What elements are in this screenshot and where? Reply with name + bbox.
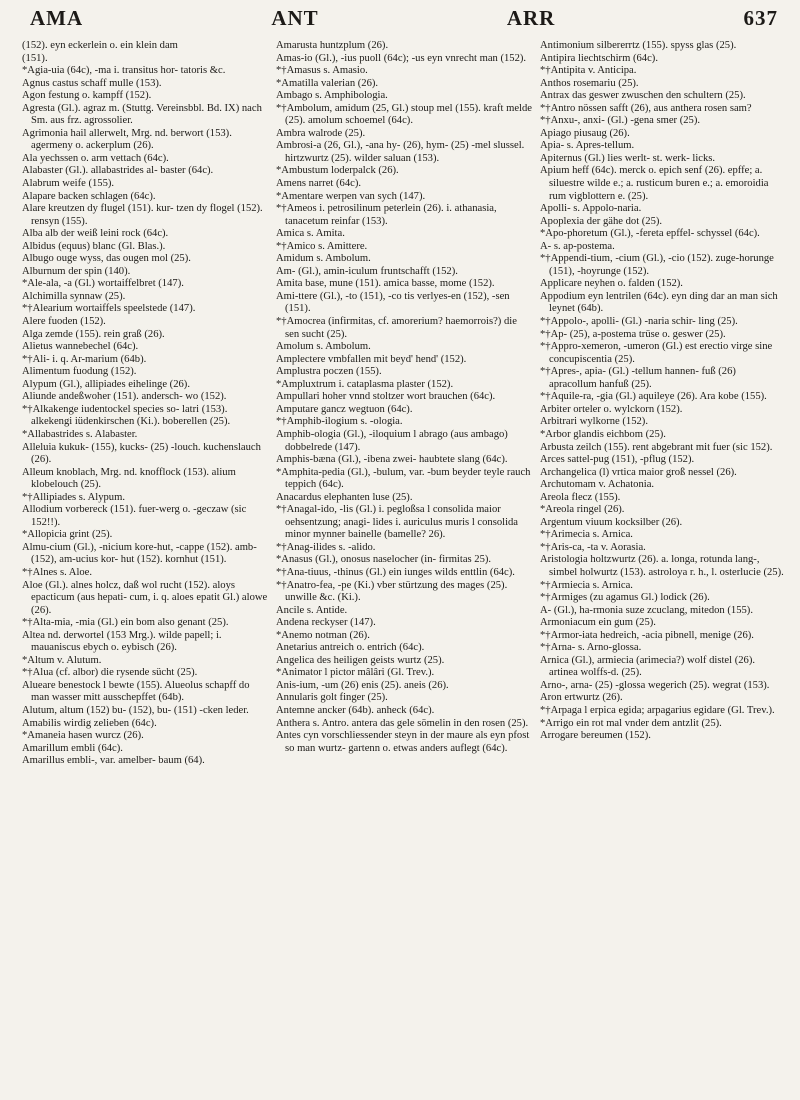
dictionary-entry: *†Amico s. Amittere.	[276, 240, 368, 252]
dictionary-entry: Arbiter orteler o. wylckorn (152).	[540, 403, 683, 415]
dictionary-entry: *Ambustum loderpalck (26).	[276, 165, 399, 177]
dictionary-entry: *†Anatro-fea, -pe (Ki.) vber stürtzung des mages (25). unwille &c. (Ki.).	[276, 579, 508, 604]
dictionary-entry: Alabaster (Gl.). allabastrides al- baster (64c).	[22, 165, 214, 177]
dictionary-entry: *†Aris-ca, -ta v. Aorasia.	[540, 541, 646, 553]
dictionary-entry: *†Ambolum, amidum (25, Gl.) stoup mel (155). kraft melde (25). amolum schoemel (64c).	[276, 102, 532, 127]
dictionary-entry: Amphis-bæna (Gl.), -ibena zwei- haubtete slang (64c).	[276, 454, 508, 466]
dictionary-entry: Agrimonia hail allerwelt, Mrg. nd. berwort (153). agermeny o. ackerplum (26).	[22, 127, 232, 152]
dictionary-entry: Apiternus (Gl.) lies werlt- st. werk- licks.	[540, 152, 716, 164]
page-number: 637	[743, 5, 778, 30]
column-right	[540, 40, 786, 1090]
dictionary-entry: *†Alnes s. Aloe.	[22, 566, 93, 578]
dictionary-entry: Angelica des heiligen geists wurtz (25).	[276, 654, 445, 666]
column-middle	[276, 40, 532, 1090]
dictionary-entry: Aristologia holtzwurtz (26). a. longa, rotunda lang-, simbel holwurtz (153). astroloya r. h., l. osterlucie (25).	[540, 554, 784, 578]
dictionary-entry: Antipira liechtschirm (64c).	[540, 52, 658, 64]
column-left	[22, 40, 268, 1090]
dictionary-entry: *†Armiecia s. Arnica.	[540, 579, 633, 591]
dictionary-entry: *†Ali- i. q. Ar-marium (64b).	[22, 353, 147, 365]
dictionary-entry: *Arrigo ein rot mal vnder dem antzlit (25).	[540, 717, 722, 729]
dictionary-entry: *†Apres-, apia- (Gl.) -tellum hannen- fuß (26) apracollum hanfuß (25).	[540, 366, 736, 390]
dictionary-entry: *Apo-phoretum (Gl.), -fereta epffel- schyssel (64c).	[540, 228, 760, 240]
dictionary-entry: Ambago s. Amphibologia.	[276, 90, 388, 102]
dictionary-entry: Aloe (Gl.). alnes holcz, daß wol rucht (152). aloys epacticum (aus hepati- cum, i. q. aloes epatit Gl.) alowe (26).	[22, 579, 268, 616]
dictionary-entry: Altea nd. derwortel (153 Mrg.). wilde papell; i. mauaniscus ebych o. eybisch (26).	[22, 629, 222, 654]
dictionary-entry: *†Alkakenge iudentockel species so- latri (153). alkekengi iüdenkirschen (Ki.). boberellen (25).	[22, 403, 231, 428]
dictionary-entry: Amabilis wirdig zelieben (64c).	[22, 717, 157, 729]
entry-columns	[22, 40, 786, 1090]
dictionary-entry: *Amentare werpen van sych (147).	[276, 190, 426, 202]
dictionary-entry: *†Ap- (25), a-postema trüse o. geswer (25).	[540, 328, 726, 340]
dictionary-entry: Apia- s. Apres-tellum.	[540, 140, 635, 152]
dictionary-entry: Amarusta huntzplum (26).	[276, 40, 389, 51]
dictionary-entry: Ambra walrode (25).	[276, 127, 366, 139]
dictionary-entry: *†Alearium wortaiffels speelstede (147).	[22, 303, 196, 315]
dictionary-entry: Alga zemde (155). rein graß (26).	[22, 328, 165, 340]
dictionary-entry: Alietus wannebechel (64c).	[22, 341, 139, 353]
dictionary-entry: Amidum s. Ambolum.	[276, 253, 371, 265]
dictionary-entry: Agon festung o. kampff (152).	[22, 90, 152, 102]
dictionary-entry: *†Ameos i. petrosilinum peterlein (26). i. athanasia, tanacetum reinfar (153).	[276, 203, 497, 227]
dictionary-entry: Archutomam v. Achatonia.	[540, 479, 655, 491]
dictionary-entry: Amica s. Amita.	[276, 228, 345, 240]
dictionary-entry: Alypum (Gl.), allipiades eihelinge (26).	[22, 378, 190, 390]
dictionary-entry: Antrax das geswer zwuschen den schultern (25).	[540, 90, 746, 102]
running-header	[30, 0, 778, 36]
dictionary-entry: Alchimilla synnaw (25).	[22, 290, 126, 302]
dictionary-entry: Alimentum fuodung (152).	[22, 366, 137, 378]
dictionary-entry: Aliunde andeßwoher (151). andersch- wo (152).	[22, 391, 227, 403]
dictionary-entry: *†Amphib-ilogium s. -ologia.	[276, 416, 403, 428]
dictionary-entry: Annularis golt finger (25).	[276, 692, 388, 704]
dictionary-entry: Alere fuoden (152).	[22, 316, 106, 328]
dictionary-entry: Amita base, mune (151). amica basse, mome (152).	[276, 278, 495, 290]
dictionary-entry: Ami-ttere (Gl.), -to (151), -co tis verlyes-en (152), -sen (151).	[276, 290, 510, 315]
dictionary-entry: A- (Gl.), ha-rmonia suze zcuclang, mitedon (155).	[540, 604, 753, 616]
dictionary-entry: Amphib-ologia (Gl.), -iloquium l abrago (aus ambago) dobbelrede (147).	[276, 428, 508, 453]
dictionary-entry: Amputare gancz wegtuon (64c).	[276, 403, 413, 415]
dictionary-entry: *Anemo notman (26).	[276, 629, 370, 641]
dictionary-entry: Arnica (Gl.), armiecia (arimecia?) wolf distel (26). artinea wolffs-d. (25).	[540, 654, 756, 679]
dictionary-entry: *Agia-uia (64c), -ma i. transitus hor- tatoris &c.	[22, 65, 226, 77]
dictionary-entry: *†Arimecia s. Arnica.	[540, 529, 633, 541]
dictionary-entry: Ancile s. Antide.	[276, 604, 348, 616]
dictionary-entry: Alabrum weife (155).	[22, 178, 115, 190]
dictionary-entry: Alleum knoblach, Mrg. nd. knofflock (153). alium klobelouch (25).	[22, 466, 236, 491]
dictionary-entry: *Allopicia grint (25).	[22, 529, 113, 541]
dictionary-entry: *†Anag-ilides s. -alido.	[276, 541, 376, 553]
dictionary-entry: Anetarius antreich o. entrich (64c).	[276, 642, 425, 654]
dictionary-entry: Anthos rosemariu (25).	[540, 77, 639, 89]
dictionary-entry: Arbusta zeilch (155). rent abgebrant mit fuer (sic 152).	[540, 441, 773, 453]
dictionary-entry: Apiago piusaug (26).	[540, 127, 630, 139]
dictionary-entry: Amplustra poczen (155).	[276, 366, 382, 378]
dictionary-entry: *†Alua (cf. albor) die rysende sücht (25).	[22, 667, 198, 679]
dictionary-entry: Agresta (Gl.). agraz m. (Stuttg. Vereinsbbl. Bd. IX) nach Sm. aus frz. agrossolier.	[22, 102, 262, 127]
dictionary-entry: Alba alb der weiß leini rock (64c).	[22, 228, 169, 240]
dictionary-entry: Alapare backen schlagen (64c).	[22, 190, 156, 202]
dictionary-entry: Amarillus embli-, var. amelber- baum (64).	[22, 755, 205, 767]
dictionary-entry: Archangelica (l) vrtica maior groß nessel (26).	[540, 466, 737, 478]
dictionary-entry: *†Ana-tiuus, -thinus (Gl.) ein iunges wilds enttlin (64c).	[276, 566, 515, 578]
dictionary-entry: (151).	[22, 52, 48, 64]
dictionary-entry: Arbitrari wylkorne (152).	[540, 416, 648, 428]
dictionary-entry: *†Alta-mia, -mia (Gl.) ein bom also genant (25).	[22, 617, 229, 629]
dictionary-entry: *Amaneia hasen wurcz (26).	[22, 730, 144, 742]
dictionary-entry: Alleluia kukuk- (155), kucks- (25) -louch. kuchenslauch (26).	[22, 441, 261, 466]
dictionary-entry: *†Appendi-tium, -cium (Gl.), -cio (152). zuge-horunge (151), -hoyrunge (152).	[540, 253, 774, 277]
dictionary-entry: Amarillum embli (64c).	[22, 742, 123, 754]
dictionary-entry: Alburnum der spin (140).	[22, 265, 131, 277]
dictionary-entry: Arces sattel-pug (151), -pflug (152).	[540, 454, 695, 466]
dictionary-entry: *†Anagal-ido, -lis (Gl.) i. pegloßsa l consolida maior oehsentzung; anagi- lides i. auriculus muris l consolida minor mynner bainelle (bamelle? 26).	[276, 504, 519, 541]
dictionary-entry: Alueare benestock l bewte (155). Alueolus schapff do man wasser mitt ausschepffet (64b).	[22, 679, 250, 704]
dictionary-entry: *Areola ringel (26).	[540, 504, 625, 516]
dictionary-entry: *Altum v. Alutum.	[22, 654, 102, 666]
dictionary-entry: *Amphita-pedia (Gl.), -bulum, var. -bum beyder teyle rauch teppich (64c).	[276, 466, 531, 491]
dictionary-entry: *Ale-ala, -a (Gl.) wortaiffelbret (147).	[22, 278, 184, 290]
dictionary-entry: Amplectere vmbfallen mit beyd' hend' (152).	[276, 353, 467, 365]
dictionary-entry: Almu-cium (Gl.), -nicium kore-hut, -cappe (152). amb- (152), am-ucius kor- hut (152). kornhut (151).	[22, 541, 257, 566]
dictionary-entry: *Arbor glandis eichbom (25).	[540, 428, 666, 440]
dictionary-entry: *†Antro nössen safft (26), aus anthera rosen sam?	[540, 102, 752, 114]
dictionary-entry: Alutum, altum (152) bu- (152), bu- (151) -cken leder.	[22, 704, 249, 716]
dictionary-entry: Albugo ouge wyss, das ougen mol (25).	[22, 253, 191, 265]
dictionary-entry: Ambrosi-a (26, Gl.), -ana hy- (26), hym- (25) -mel slussel. hirtzwurtz (25). wilder saluan (153).	[276, 140, 525, 164]
header-left-catchword: AMA	[30, 5, 84, 30]
dictionary-entry: Ala yechssen o. arm vettach (64c).	[22, 152, 169, 164]
dictionary-entry: *Animator l pictor mâlâri (Gl. Trev.).	[276, 667, 435, 679]
dictionary-entry: *Anasus (Gl.), onosus naselocher (in- firmitas 25).	[276, 554, 492, 566]
dictionary-entry: (152). eyn eckerlein o. ein klein dam	[22, 40, 178, 51]
dictionary-entry: Applicare neyhen o. falden (152).	[540, 278, 683, 290]
dictionary-entry: Anthera s. Antro. antera das gele sömelin in den rosen (25).	[276, 717, 529, 729]
dictionary-entry: Agnus castus schaff mulle (153).	[22, 77, 162, 89]
dictionary-entry: *†Appro-xemeron, -umeron (Gl.) est erectio virge sine concupiscentia (25).	[540, 341, 773, 365]
dictionary-entry: Antes cyn vorschliessender steyn in der maure als eyn pfost so man wurtz- gartenn o. etwas anders auflegt (64c).	[276, 730, 530, 754]
dictionary-entry: Armoniacum ein gum (25).	[540, 617, 656, 629]
dictionary-entry: Allodium vorbereck (151). fuer-werg o. -geczaw (sic 152!!).	[22, 504, 247, 528]
dictionary-entry: *†Amasus s. Amasio.	[276, 65, 368, 77]
dictionary-entry: Alare kreutzen dy flugel (151). kur- tzen dy flogel (152). rensyn (155).	[22, 203, 263, 227]
dictionary-entry: Antimonium silbererrtz (155). spyss glas (25).	[540, 40, 737, 51]
dictionary-entry: Antemne ancker (64b). anheck (64c).	[276, 704, 435, 716]
dictionary-entry: *Allabastrides s. Alabaster.	[22, 428, 138, 440]
dictionary-entry: Apoplexia der gähe dot (25).	[540, 215, 663, 227]
dictionary-entry: *Ampluxtrum i. cataplasma plaster (152).	[276, 378, 454, 390]
dictionary-entry: Appodium eyn lentrilen (64c). eyn ding dar an man sich leynet (64b).	[540, 290, 778, 315]
dictionary-entry: *†Allipiades s. Alypum.	[22, 491, 125, 503]
dictionary-entry: A- s. ap-postema.	[540, 240, 615, 252]
dictionary-entry: Areola flecz (155).	[540, 491, 621, 503]
dictionary-entry: Albidus (equus) blanc (Gl. Blas.).	[22, 240, 166, 252]
dictionary-entry: *†Amocrea (infirmitas, cf. amorerium? haemorrois?) die sen sucht (25).	[276, 316, 517, 340]
dictionary-entry: Amolum s. Ambolum.	[276, 341, 371, 353]
dictionary-entry: Arno-, arna- (25) -glossa wegerich (25). wegrat (153).	[540, 679, 770, 691]
dictionary-entry: Apium heff (64c). merck o. epich senf (26). epffe; a. siluestre wilde e.; a. rusticum buren e.; a. emoroidia rum vigblottern e. (25).	[540, 165, 769, 202]
dictionary-entry: *†Appolo-, apolli- (Gl.) -naria schir- ling (25).	[540, 316, 738, 328]
dictionary-entry: *†Armiges (zu agamus Gl.) lodick (26).	[540, 592, 710, 604]
dictionary-entry: *†Arna- s. Arno-glossa.	[540, 642, 642, 654]
dictionary-entry: Amas-io (Gl.), -ius puoll (64c); -us eyn vnrecht man (152).	[276, 52, 527, 64]
header-right-catchword: ARR	[506, 5, 556, 30]
dictionary-entry: *†Arpaga l erpica egida; arpagarius egidare (Gl. Trev.).	[540, 704, 775, 716]
dictionary-entry: *†Aquile-ra, -gia (Gl.) aquileye (26). Ara kobe (155).	[540, 391, 767, 403]
dictionary-entry: Am- (Gl.), amin-iculum fruntschafft (152).	[276, 265, 458, 277]
dictionary-entry: Amens narret (64c).	[276, 178, 362, 190]
dictionary-entry: Arrogare bereumen (152).	[540, 730, 651, 742]
dictionary-entry: *†Anxu-, anxi- (Gl.) -gena smer (25).	[540, 115, 701, 127]
dictionary-entry: Apolli- s. Appolo-naria.	[540, 203, 642, 215]
dictionary-entry: Anacardus elephanten luse (25).	[276, 491, 413, 503]
dictionary-entry: *†Armor-iata hedreich, -acia pibnell, menige (26).	[540, 629, 754, 641]
dictionary-entry: Anis-ium, -um (26) enis (25). aneis (26).	[276, 679, 449, 691]
dictionary-entry: Ampullari hoher vnnd stoltzer wort brauchen (64c).	[276, 391, 496, 403]
dictionary-entry: Argentum viuum kocksilber (26).	[540, 516, 683, 528]
dictionary-entry: *†Antipita v. Anticipa.	[540, 65, 637, 77]
dictionary-entry: *Amatilla valerian (26).	[276, 77, 379, 89]
dictionary-entry: Andena reckyser (147).	[276, 617, 376, 629]
header-center-catchword: ANT	[271, 5, 319, 30]
dictionary-entry: Aron ertwurtz (26).	[540, 692, 623, 704]
